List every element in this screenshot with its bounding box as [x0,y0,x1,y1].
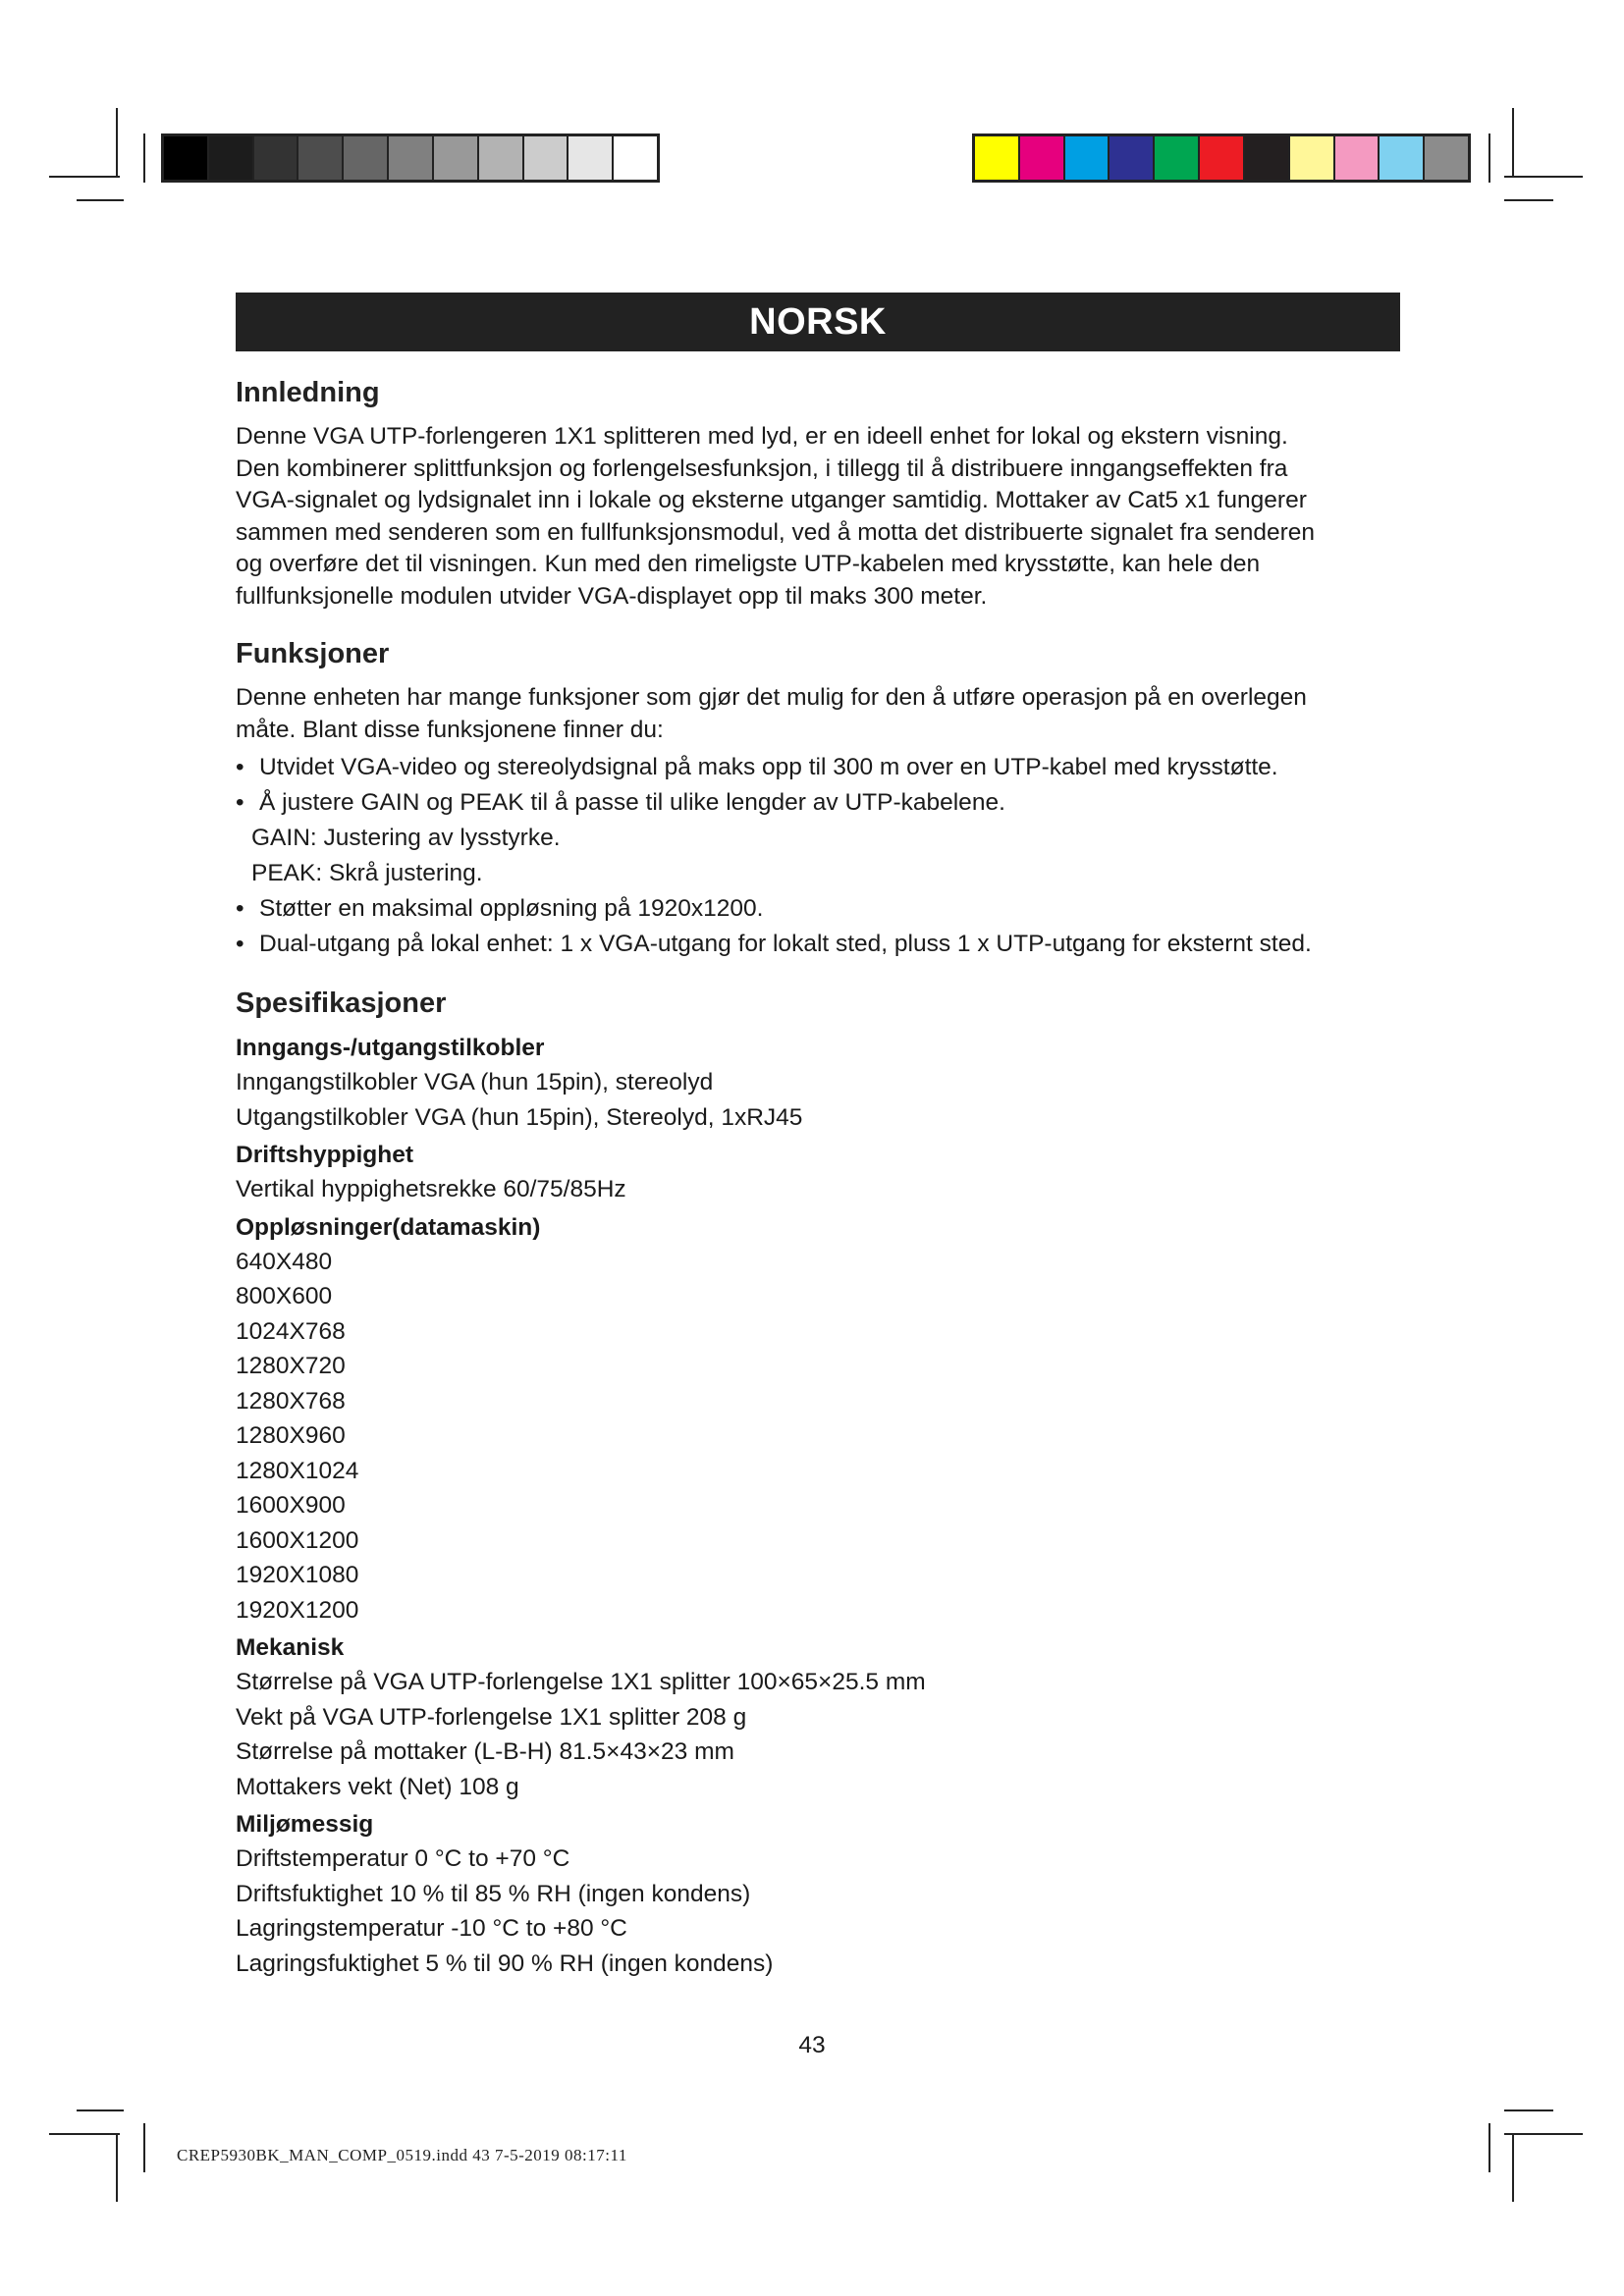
specs-heading: Spesifikasjoner [236,988,447,1019]
resolution-item: 1024X768 [236,1317,346,1345]
intro-line: Den kombinerer splittfunksjon og forlengelsesfunksjon, i tillegg til å distribuere inngangseffekten fra [236,454,1288,482]
list-item: • Utvidet VGA-video og stereolydsignal på maks opp til 300 m over en UTP-kabel med krysstøtte. [236,750,1400,785]
print-slug: CREP5930BK_MAN_COMP_0519.indd 43 7-5-2019 08:17:11 [177,2146,627,2164]
intro-line: fullfunksjonelle modulen utvider VGA-displayet opp til maks 300 meter. [236,582,988,610]
spec-group-title: Inngangs-/utgangstilkobler [236,1035,545,1061]
spec-line: Driftsfuktighet 10 % til 85 % RH (ingen kondens) [236,1880,751,1907]
language-banner [236,293,1400,351]
spec-group-title: Miljømessig [236,1811,374,1838]
grayscale-swatch [298,136,344,180]
resolution-item: 1920X1200 [236,1596,359,1624]
grayscale-swatch [614,136,657,180]
color-calibration-bar [972,133,1471,183]
functions-list [236,750,1400,821]
list-item: • Støtter en maksimal oppløsning på 1920x1200. [236,891,1400,927]
grayscale-swatch [164,136,209,180]
spec-group-title: Oppløsninger(datamaskin) [236,1213,541,1241]
functions-intro-line: måte. Blant disse funksjonene finner du: [236,716,664,743]
list-item: • Å justere GAIN og PEAK til å passe til ulike lengder av UTP-kabelene. [236,785,1400,821]
spec-line: Størrelse på mottaker (L-B-H) 81.5×43×23 mm [236,1738,734,1765]
intro-line: VGA-signalet og lydsignalet inn i lokale og eksterne utganger samtidig. Mottaker av Cat5 x1 fungerer [236,487,1307,513]
spec-group-title: Mekanisk [236,1634,345,1661]
grayscale-swatch [524,136,569,180]
color-swatch [1245,136,1290,180]
intro-line: Denne VGA UTP-forlengeren 1X1 splitteren med lyd, er en ideell enhet for lokal og ekstern visning. [236,423,1288,450]
grayscale-swatch [479,136,524,180]
resolution-item: 1600X900 [236,1492,346,1519]
spec-line: Vertikal hyppighetsrekke 60/75/85Hz [236,1176,626,1202]
intro-line: sammen med senderen som en fullfunksjonsmodul, ved å motta det distribuerte signalet fra senderen [236,518,1316,546]
grayscale-swatch [434,136,479,180]
spec-group-title: Driftshyppighet [236,1142,414,1168]
peak-note: PEAK: Skrå justering. [251,860,483,886]
color-swatch [1380,136,1425,180]
resolution-item: 1920X1080 [236,1562,359,1588]
spec-line: Lagringstemperatur -10 °C to +80 °C [236,1915,627,1942]
grayscale-swatch [389,136,434,180]
spec-line: Driftstemperatur 0 °C to +70 °C [236,1845,570,1872]
list-item: • Dual-utgang på lokal enhet: 1 x VGA-utgang for lokalt sted, pluss 1 x UTP-utgang for eksternt sted. [236,927,1400,962]
page-number: 43 [798,2032,826,2058]
grayscale-swatch [568,136,614,180]
grayscale-swatch [254,136,299,180]
intro-line: og overføre det til visningen. Kun med den rimeligste UTP-kabelen med krysstøtte, kan hele den [236,551,1261,577]
color-swatch [1425,136,1468,180]
spec-line: Lagringsfuktighet 5 % til 90 % RH (ingen kondens) [236,1949,774,1977]
resolution-item: 1600X1200 [236,1526,359,1554]
banner-title: NORSK [749,300,887,343]
resolution-item: 800X600 [236,1283,333,1309]
gain-note: GAIN: Justering av lysstyrke. [251,825,561,851]
spec-line: Utgangstilkobler VGA (hun 15pin), Stereolyd, 1xRJ45 [236,1103,803,1131]
resolution-item: 1280X1024 [236,1457,359,1484]
spec-line: Vekt på VGA UTP-forlengelse 1X1 splitter 208 g [236,1703,747,1731]
functions-intro-line: Denne enheten har mange funksjoner som gjør det mulig for den å utføre operasjon på en overlegen [236,684,1307,711]
grayscale-swatch [209,136,254,180]
grayscale-calibration-bar [161,133,660,183]
resolution-item: 640X480 [236,1248,333,1275]
spec-line: Inngangstilkobler VGA (hun 15pin), stereolyd [236,1069,714,1095]
resolution-item: 1280X720 [236,1353,346,1379]
color-swatch [1110,136,1155,180]
functions-heading: Funksjoner [236,638,390,669]
color-swatch [1020,136,1065,180]
intro-heading: Innledning [236,377,380,408]
intro-paragraph [236,421,1400,613]
functions-intro [236,682,1400,746]
resolution-item: 1280X960 [236,1422,346,1449]
spec-line: Størrelse på VGA UTP-forlengelse 1X1 splitter 100×65×25.5 mm [236,1669,926,1695]
color-swatch [1290,136,1335,180]
resolution-item: 1280X768 [236,1387,346,1415]
spec-line: Mottakers vekt (Net) 108 g [236,1773,519,1800]
color-swatch [1065,136,1110,180]
color-swatch [1335,136,1380,180]
color-swatch [1200,136,1245,180]
page-content [236,293,1400,1981]
color-swatch [1155,136,1200,180]
functions-list [236,891,1400,962]
grayscale-swatch [344,136,389,180]
color-swatch [975,136,1020,180]
